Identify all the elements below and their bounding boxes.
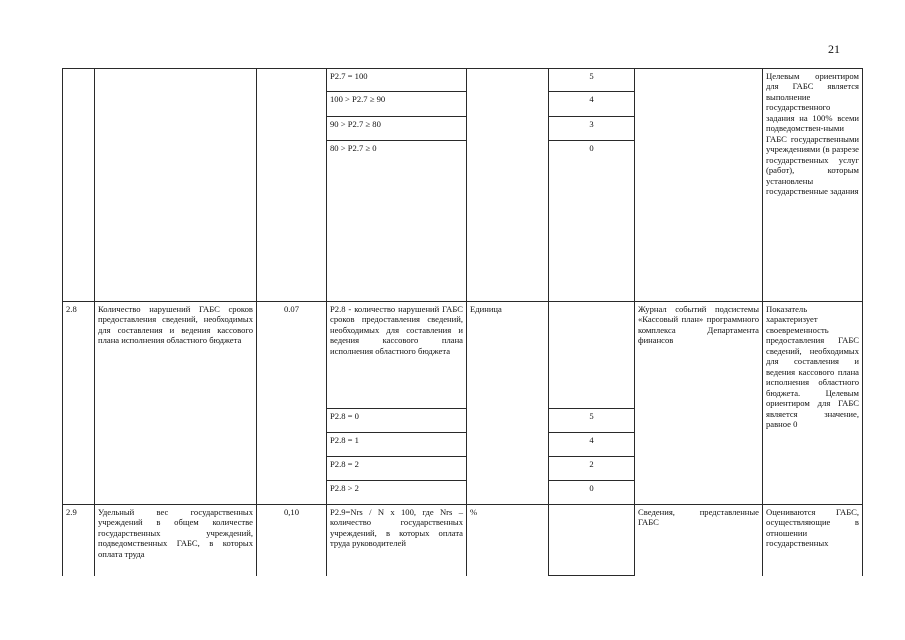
criterion-label: 90 > Р2.7 ≥ 80 <box>327 117 467 141</box>
criterion-score: 3 <box>549 117 635 141</box>
cell-comment: Оцениваются ГАБС, осуществляющие в отношении государственных <box>763 505 863 576</box>
criterion-label: Р2.8 > 2 <box>327 481 467 505</box>
cell-source: Журнал событий подсистемы «Кассовый план» программного комплекса Департамента финансов <box>635 302 763 505</box>
criterion-label: Р2.8 = 2 <box>327 457 467 481</box>
cell-name: Удельный вес государственных учреждений в общем количестве государственных учреждений, подведомственных ГАБС, в которых оплата труда <box>95 505 257 576</box>
criterion-label: Р2.7 = 100 <box>327 69 467 92</box>
cell-weight: 0,10 <box>257 505 327 576</box>
criterion-score: 0 <box>549 481 635 505</box>
cell-comment: Целевым ориентиром для ГАБС является выполнение государственного задания на 100% всеми подведомствен-ными ГАБС государственными учреждениями (в разрезе государственных услуг (работ), которым установлены государственные задания <box>763 69 863 302</box>
cell-score-empty <box>549 505 635 576</box>
criterion-score: 4 <box>549 92 635 117</box>
cell-formula: Р2.9=Nrs / N x 100, где Nrs – количество государственных учреждений, в которых оплата труда руководителей <box>327 505 467 576</box>
cell-weight: 0.07 <box>257 302 327 505</box>
criterion-score: 0 <box>549 141 635 302</box>
criterion-label: Р2.8 = 1 <box>327 433 467 457</box>
cell-unit <box>467 69 549 302</box>
table-row <box>63 505 863 576</box>
cell-unit: Единица <box>467 302 549 505</box>
criterion-score: 5 <box>549 409 635 433</box>
cell-score-empty <box>549 302 635 409</box>
criterion-score: 5 <box>549 69 635 92</box>
cell-comment: Показатель характеризует своевременность предоставления ГАБС сведений, необходимых для составления и ведения кассового плана исполнения областного бюджета. Целевым ориентиром для ГАБС является значение, равное 0 <box>763 302 863 505</box>
criterion-score: 2 <box>549 457 635 481</box>
cell-source: Сведения, представленные ГАБС <box>635 505 763 576</box>
cell-num: 2.8 <box>63 302 95 505</box>
criterion-label: 100 > Р2.7 ≥ 90 <box>327 92 467 117</box>
table-row <box>63 69 863 92</box>
cell-name <box>95 69 257 302</box>
cell-source <box>635 69 763 302</box>
cell-unit: % <box>467 505 549 576</box>
cell-weight <box>257 69 327 302</box>
cell-num <box>63 69 95 302</box>
criterion-label: Р2.8 = 0 <box>327 409 467 433</box>
table-row <box>63 302 863 409</box>
indicator-table <box>62 68 863 576</box>
page-number: 21 <box>828 42 840 56</box>
criterion-label: 80 > Р2.7 ≥ 0 <box>327 141 467 302</box>
cell-name: Количество нарушений ГАБС сроков предоставления сведений, необходимых для составления и ведения кассового плана исполнения областного бюджета <box>95 302 257 505</box>
criterion-score: 4 <box>549 433 635 457</box>
cell-num: 2.9 <box>63 505 95 576</box>
cell-formula: Р2.8 - количество нарушений ГАБС сроков предоставления сведений, необходимых для составления и ведения кассового плана исполнения областного бюджета <box>327 302 467 409</box>
